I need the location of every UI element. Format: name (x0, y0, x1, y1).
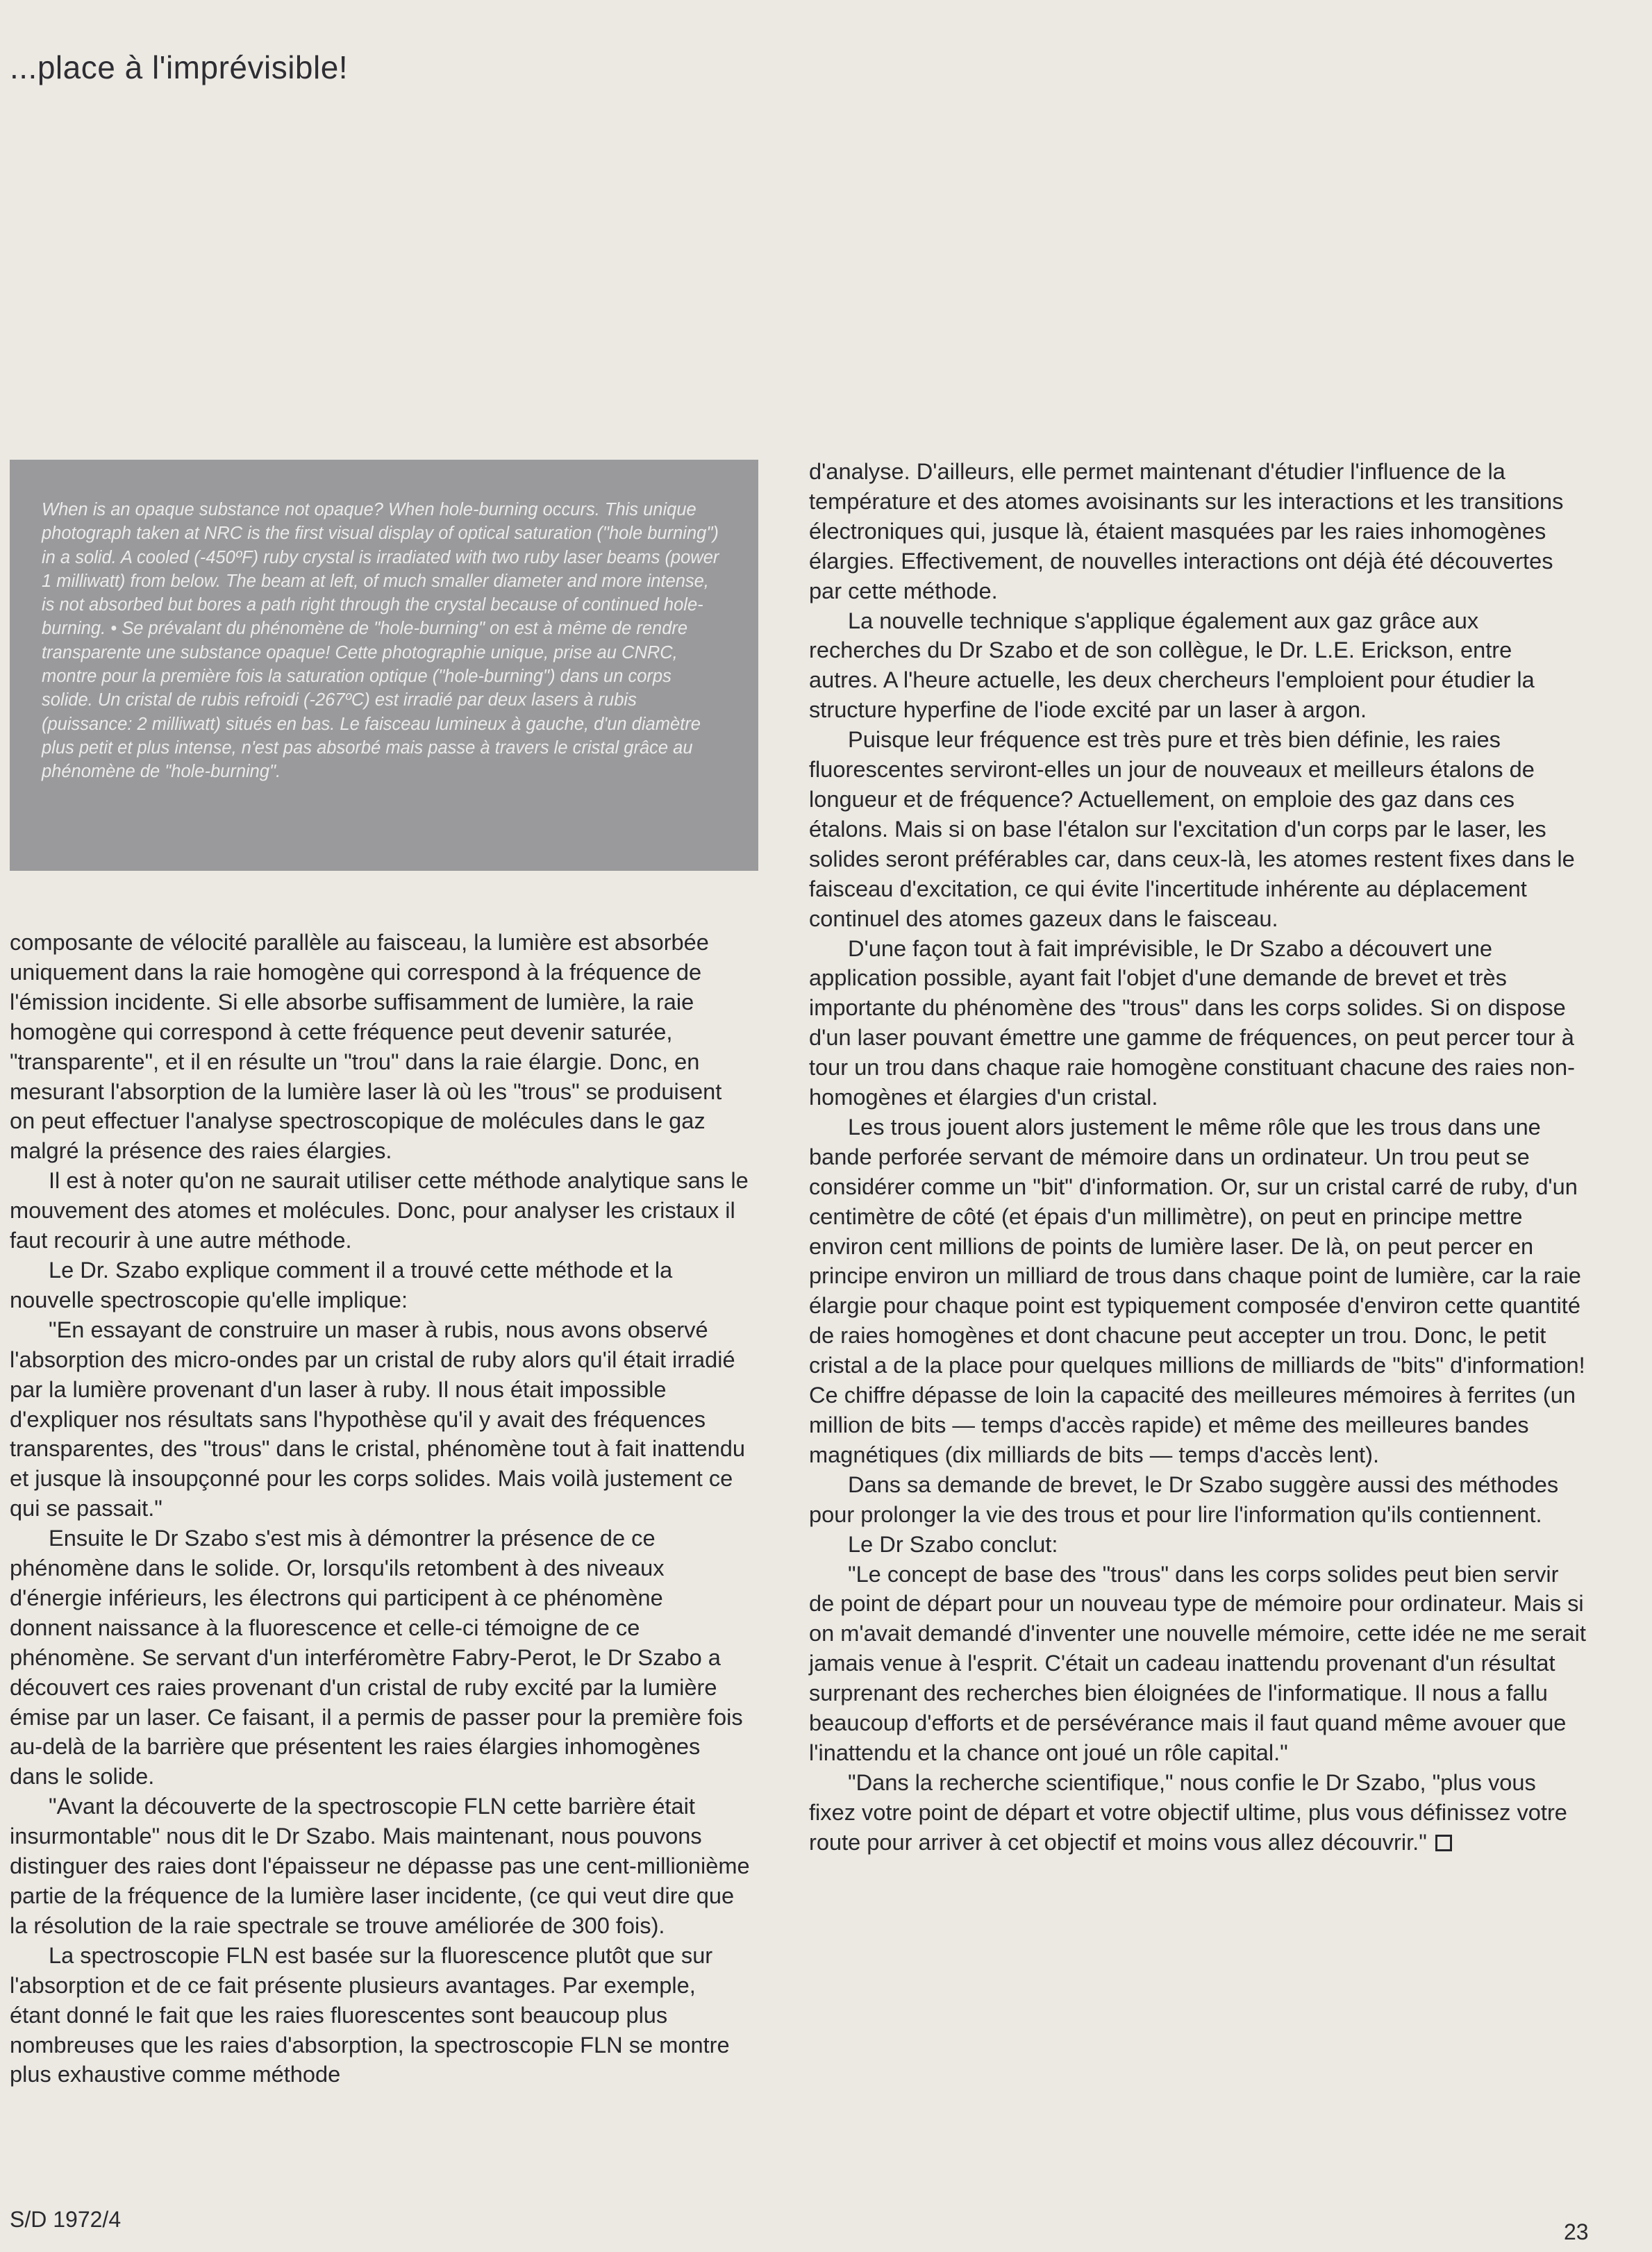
left-paragraph-7: La spectroscopie FLN est basée sur la fluorescence plutôt que sur l'absorption et de ce fait présente plusieurs avantages. Par exemple, étant donné le fait que les raies fluorescentes sont beaucoup plus nombreuses que les raies d'absorption, la spectroscopie FLN se montre plus exhaustive comme méthode (10, 1942, 730, 2087)
left-text-column (10, 928, 750, 2090)
left-paragraph-6: "Avant la découverte de la spectroscopie FLN cette barrière était insurmontable" nous dit le Dr Szabo. Mais maintenant, nous pouvons distinguer des raies dont l'épaisseur ne dépasse pas une cent-millionième partie de la fréquence de la lumière laser incidente, (ce qui veut dire que la résolution de la raie spectrale se trouve améliorée de 300 fois). (10, 1793, 750, 1938)
left-paragraph-1: composante de vélocité parallèle au faisceau, la lumière est absorbée uniquement dans la raie homogène qui correspond à la fréquence de l'émission incidente. Si elle absorbe suffisamment de lumière, la raie homogène qui correspond à cette fréquence peut devenir saturée, "transparente", et il en résulte un "trou" dans la raie élargie. Donc, en mesurant l'absorption de la lumière laser là où les "trous" se produisent on peut effectuer l'analyse spectroscopique de molécules dans le gaz malgré la présence des raies élargies. (10, 929, 722, 1164)
left-paragraph-4: "En essayant de construire un maser à rubis, nous avons observé l'absorption des micro-ondes par un cristal de ruby alors qu'il était irradié par la lumière provenant d'un laser à ruby. Il nous était impossible d'expliquer nos résultats sans l'hypothèse qu'il y avait des fréquences transparentes, des "trous" dans le cristal, phénomène tout à fait inattendu et jusque là insoupçonné pour les corps solides. Mais voilà justement ce qui se passait." (10, 1316, 746, 1521)
right-paragraph-9 (809, 1768, 1587, 1858)
issue-label: S/D 1972/4 (10, 2207, 122, 2232)
right-paragraph-3: Puisque leur fréquence est très pure et très bien définie, les raies fluorescentes serviront-elles un jour de nouveaux et meilleurs étalons de longueur et de fréquence? Actuellement, on emploie des gaz dans ces étalons. Mais si on base l'étalon sur l'excitation d'un corps par le laser, les solides seront préférables car, dans ceux-là, les atomes restent fixes dans le faisceau d'excitation, ce qui évite l'incertitude inhérente au déplacement continuel des atomes gazeux dans le faisceau. (809, 726, 1575, 931)
right-paragraph-4: D'une façon tout à fait imprévisible, le Dr Szabo a découvert une application possible, ayant fait l'objet d'une demande de brevet et très importante du phénomène des "trous" dans les corps solides. Si on dispose d'un laser pouvant émettre une gamme de fréquences, on peut percer tour à tour un trou dans chaque raie homogène constituant chacune des raies non-homogènes et élargies d'un cristal. (809, 935, 1575, 1110)
right-paragraph-7: Le Dr Szabo conclut: (848, 1530, 1058, 1557)
right-paragraph-8: "Le concept de base des "trous" dans les corps solides peut bien servir de point de départ pour un nouveau type de mémoire pour ordinateur. Mais si on m'avait demandé d'inventer une nouvelle mémoire, cette idée ne me serait jamais venue à l'esprit. C'était un cadeau inattendu provenant d'un résultat surprenant des recherches bien éloignées de l'informatique. Il nous a fallu beaucoup d'efforts et de persévérance mais il faut quand même avouer que l'inattendu et la chance ont joué un rôle capital." (809, 1560, 1586, 1765)
left-paragraph-5: Ensuite le Dr Szabo s'est mis à démontrer la présence de ce phénomène dans le solide. Or, lorsqu'ils retombent à des niveaux d'énergie inférieurs, les électrons qui participent à ce phénomène donnent naissance à la fluorescence et celle-ci témoigne de ce phénomène. Se servant d'un interféromètre Fabry-Perot, le Dr Szabo a découvert ces raies provenant d'un cristal de ruby excité par la lumière émise par un laser. Ce faisant, il a permis de passer pour la première fois au-delà de la barrière que présentent les raies élargies inhomogènes dans le solide. (10, 1525, 743, 1790)
left-paragraph-2: Il est à noter qu'on ne saurait utiliser cette méthode analytique sans le mouvement des atomes et molécules. Donc, pour analyser les cristaux il faut recourir à une autre méthode. (10, 1167, 749, 1253)
right-paragraph-2: La nouvelle technique s'applique également aux gaz grâce aux recherches du Dr Szabo et de son collègue, le Dr. L.E. Erickson, entre autres. A l'heure actuelle, les deux chercheurs l'emploient pour étudier la structure hyperfine de l'iode excité par un laser à argon. (809, 607, 1535, 723)
right-paragraph-9-text: "Dans la recherche scientifique," nous confie le Dr Szabo, "plus vous fixez votre point de départ et votre objectif ultime, plus vous définissez votre route pour arriver à cet objectif et moins vous allez découvrir." (809, 1769, 1567, 1855)
right-text-column (809, 457, 1587, 1858)
photo-caption-text: When is an opaque substance not opaque? When hole-burning occurs. This unique photograph taken at NRC is the first visual display of optical saturation ("hole burning") in a solid. A cooled (-450ºF) ruby crystal is irradiated with two ruby laser beams (power 1 milliwatt) from below. The beam at left, of much smaller diameter and more intense, is not absorbed but bores a path right through the crystal because of continued hole-burning. • Se prévalant du phénomène de "hole-burning" on est à même de rendre transparente une substance opaque! Cette photographie unique, prise au CNRC, montre pour la première fois la saturation optique ("hole-burning") dans un corps solide. Un cristal de rubis refroidi (-267ºC) est irradié par deux lasers à rubis (puissance: 2 milliwatt) situés en bas. Le faisceau lumineux à gauche, d'un diamètre plus petit et plus intense, n'est pas absorbé mais passe à travers le cristal grâce au phénomène de "hole-burning". (42, 500, 719, 782)
page-heading: ...place à l'imprévisible! (10, 49, 349, 85)
right-paragraph-5: Les trous jouent alors justement le même rôle que les trous dans une bande perforée servant de mémoire dans un ordinateur. Un trou peut se considérer comme un "bit" d'information. Or, sur un cristal carré de ruby, d'un centimètre de côté (et épais d'un millimètre), on peut en principe mettre environ cent millions de points de lumière laser. De là, on peut percer en principe environ un milliard de trous dans chaque point de lumière, car la raie élargie pour chaque point est typiquement composée d'environ cette quantité de raies homogènes et dont chacune peut accepter un trou. Donc, le petit cristal a de la place pour quelques millions de milliards de "bits" d'information! Ce chiffre dépasse de loin la capacité des meilleures mémoires à ferrites (un million de bits — temps d'accès rapide) et même des meilleures bandes magnétiques (dix milliards de bits — temps d'accès lent). (809, 1113, 1585, 1467)
page-number: 23 (1564, 2219, 1589, 2244)
right-paragraph-1: d'analyse. D'ailleurs, elle permet maintenant d'étudier l'influence de la température et des atomes avoisinants sur les interactions et les transitions électroniques qui, jusque là, étaient masquées par les raies inhomogènes élargies. Effectivement, de nouvelles interactions ont déjà été découvertes par cette méthode. (809, 458, 1564, 603)
end-of-article-square-icon (1435, 1835, 1452, 1851)
photo-caption-box (10, 460, 758, 871)
right-paragraph-6: Dans sa demande de brevet, le Dr Szabo suggère aussi des méthodes pour prolonger la vie des trous et pour lire l'information qu'ils contiennent. (809, 1471, 1559, 1527)
left-paragraph-3: Le Dr. Szabo explique comment il a trouvé cette méthode et la nouvelle spectroscopie qu'elle implique: (10, 1256, 673, 1312)
